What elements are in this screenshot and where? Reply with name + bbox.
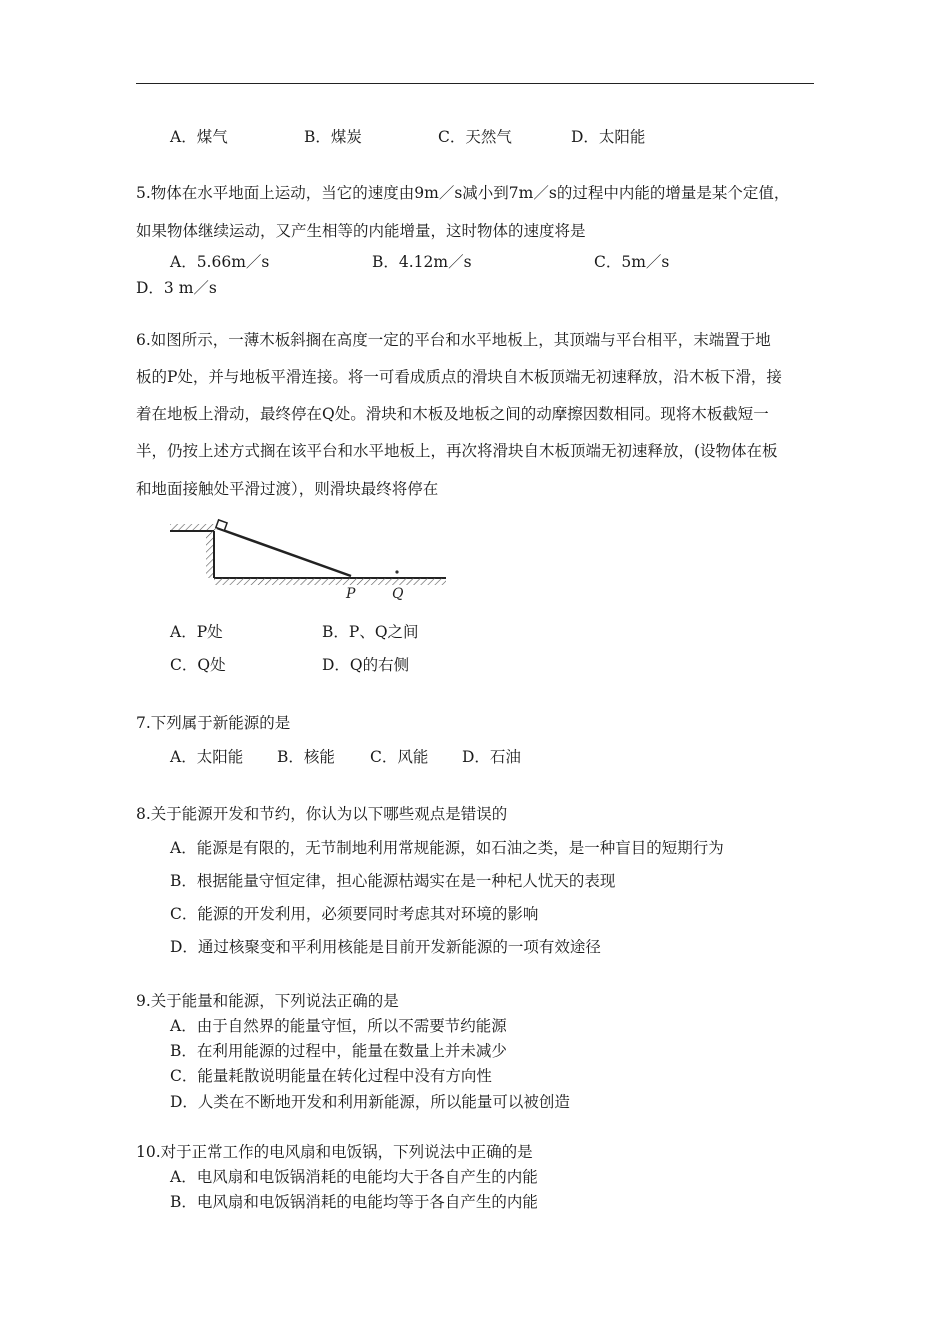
q7-stem: 7.下列属于新能源的是 — [136, 714, 291, 732]
q5-option-c[interactable]: C．5m／s — [594, 253, 670, 271]
incline-figure — [168, 512, 453, 604]
q9-stem: 9.关于能量和能源，下列说法正确的是 — [136, 992, 399, 1010]
q6-stem-line-3: 着在地板上滑动，最终停在Q处。滑块和木板及地板之间的动摩擦因数相同。现将木板截短一 — [136, 405, 769, 423]
q6-option-d[interactable]: D．Q的右侧 — [322, 656, 410, 674]
plank — [217, 528, 351, 576]
label-q: Q — [392, 586, 404, 602]
q5-option-d[interactable]: D．3 m／s — [136, 279, 217, 297]
q8-option-b[interactable]: B．根据能量守恒定律，担心能源枯竭实在是一种杞人忧天的表现 — [170, 872, 616, 890]
label-p: P — [346, 586, 356, 602]
q8-option-a[interactable]: A．能源是有限的，无节制地利用常规能源，如石油之类，是一种盲目的短期行为 — [170, 839, 724, 857]
q4-option-a[interactable]: A．煤气 — [170, 128, 228, 146]
q-marker — [395, 570, 398, 573]
header-rule — [136, 83, 814, 84]
q6-option-a[interactable]: A．P处 — [170, 623, 223, 641]
q7-option-d[interactable]: D．石油 — [462, 748, 521, 766]
q10-option-a[interactable]: A．电风扇和电饭锅消耗的电能均大于各自产生的内能 — [170, 1168, 538, 1186]
q5-stem-line-1: 5.物体在水平地面上运动，当它的速度由9m／s减小到7m／s的过程中内能的增量是某个定值， — [136, 184, 790, 202]
q4-option-b[interactable]: B．煤炭 — [304, 128, 362, 146]
q8-stem: 8.关于能源开发和节约，你认为以下哪些观点是错误的 — [136, 805, 508, 823]
q7-option-a[interactable]: A．太阳能 — [170, 748, 244, 766]
q9-option-d[interactable]: D．人类在不断地开发和利用新能源，所以能量可以被创造 — [170, 1093, 570, 1111]
q6-stem-line-4: 半，仍按上述方式搁在该平台和水平地板上，再次将滑块自木板顶端无初速释放，(设物体在板 — [136, 442, 778, 460]
q9-option-c[interactable]: C．能量耗散说明能量在转化过程中没有方向性 — [170, 1067, 492, 1085]
q9-option-a[interactable]: A．由于自然界的能量守恒，所以不需要节约能源 — [170, 1017, 507, 1035]
q5-option-a[interactable]: A．5.66m／s — [170, 253, 270, 271]
q5-option-b[interactable]: B．4.12m／s — [372, 253, 472, 271]
q6-stem-line-5: 和地面接触处平滑过渡），则滑块最终将停在 — [136, 480, 439, 498]
q8-option-c[interactable]: C．能源的开发利用，必须要同时考虑其对环境的影响 — [170, 905, 539, 923]
q9-option-b[interactable]: B．在利用能源的过程中，能量在数量上并未减少 — [170, 1042, 507, 1060]
q5-stem-line-2: 如果物体继续运动，又产生相等的内能增量，这时物体的速度将是 — [136, 222, 586, 240]
platform-hatch — [170, 524, 216, 531]
q7-option-b[interactable]: B．核能 — [277, 748, 335, 766]
q6-option-c[interactable]: C．Q处 — [170, 656, 226, 674]
q6-stem-line-2: 板的P处，并与地板平滑连接。将一可看成质点的滑块自木板顶端无初速释放，沿木板下滑，接 — [136, 368, 782, 386]
q10-stem: 10.对于正常工作的电风扇和电饭锅，下列说法中正确的是 — [136, 1143, 533, 1161]
q10-option-b[interactable]: B．电风扇和电饭锅消耗的电能均等于各自产生的内能 — [170, 1193, 538, 1211]
q4-option-c[interactable]: C．天然气 — [438, 128, 512, 146]
q4-option-d[interactable]: D．太阳能 — [571, 128, 646, 146]
floor-hatch — [214, 578, 446, 585]
q7-option-c[interactable]: C．风能 — [370, 748, 429, 766]
q8-option-d[interactable]: D．通过核聚变和平利用核能是目前开发新能源的一项有效途径 — [170, 938, 601, 956]
q6-stem-line-1: 6.如图所示，一薄木板斜搁在高度一定的平台和水平地板上，其顶端与平台相平，末端置于地 — [136, 331, 771, 349]
platform-wall-hatch — [206, 531, 214, 578]
q6-option-b[interactable]: B．P、Q之间 — [322, 623, 419, 641]
